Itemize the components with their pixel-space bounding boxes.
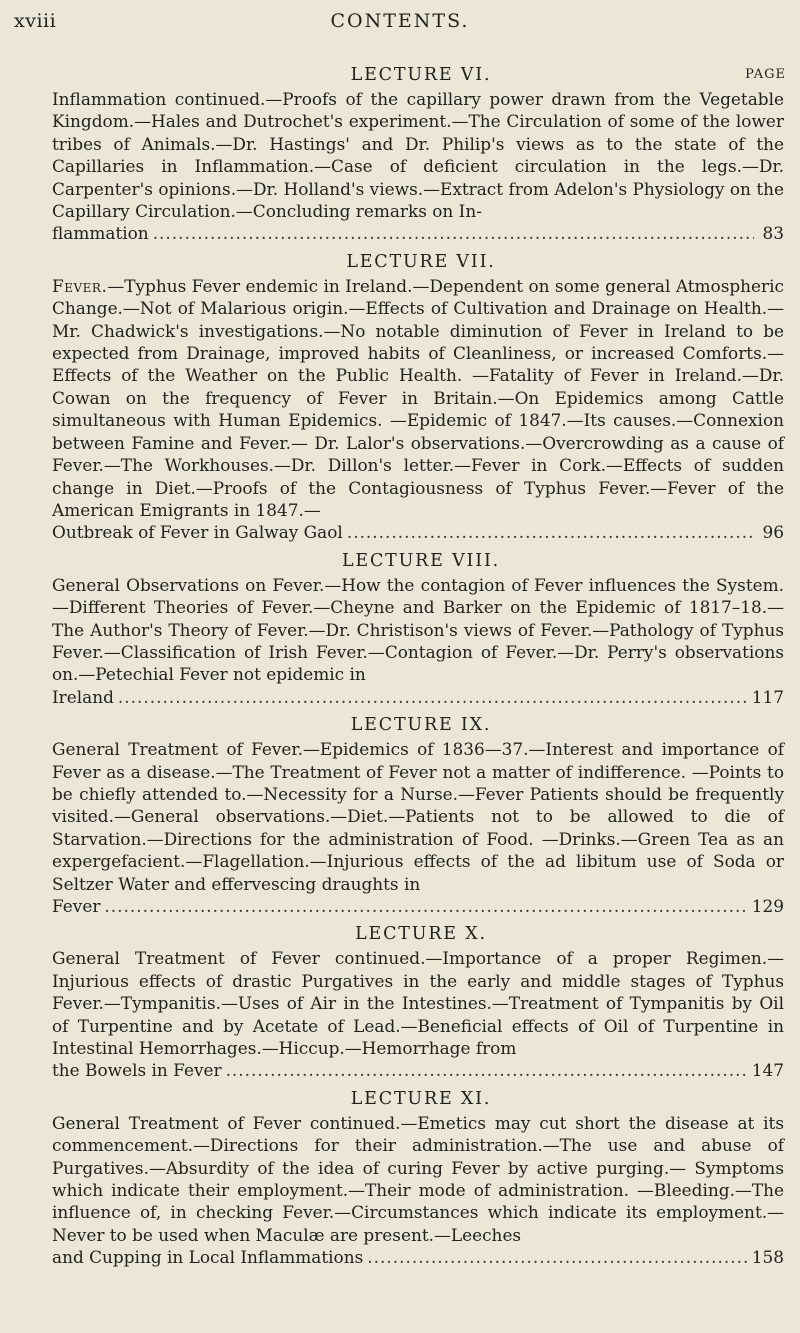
lecture-heading <box>52 712 790 738</box>
dot-leader <box>367 1246 748 1268</box>
summary-last-line <box>52 686 784 708</box>
lecture-heading <box>52 548 790 574</box>
page-number: xviii <box>14 10 57 32</box>
summary-text: General Observations on Fever.—How the contagion of Fever influences the System.—Different Theories of Fever.—Cheyne and Barker on the Epidemic of 1817–18.—The Author's Theory of Fever.—Dr. Christison's views of Fever.—Pathology of Typhus Fever.—Classification of Irish Fever.—Contagion of Fever.—Dr. Perry's observations on.—Petechial Fever not epidemic in <box>52 574 784 685</box>
running-header <box>0 6 800 34</box>
lecture-title: LECTURE VI. <box>350 65 492 85</box>
lecture-heading <box>52 249 790 275</box>
page-reference: 83 <box>762 223 784 244</box>
dot-leader <box>118 686 748 708</box>
lecture-section <box>52 548 790 708</box>
table-of-contents <box>52 62 790 1269</box>
page-reference: 117 <box>751 686 784 707</box>
lecture-summary <box>52 1112 790 1269</box>
lecture-section <box>52 921 790 1081</box>
summary-last-line <box>52 1246 784 1268</box>
lecture-title: LECTURE IX. <box>350 715 492 736</box>
lecture-summary <box>52 947 790 1081</box>
summary-last-text: and Cupping in Local Inflammations <box>52 1247 364 1268</box>
lecture-title: LECTURE X. <box>355 924 487 945</box>
lecture-summary <box>52 88 790 245</box>
page-title: CONTENTS. <box>330 10 470 32</box>
lecture-section <box>52 1086 790 1269</box>
summary-last-text: Fever <box>52 896 101 916</box>
summary-last-text: the Bowels in Fever <box>52 1060 222 1081</box>
summary-text: Inflammation continued.—Proofs of the capillary power drawn from the Vegetable Kingdom.—Hales and Dutrochet's experiment.—The Circulation of some of the lower tribes of Animals.—Dr. Hastings' and Dr. Philip's views as to the state of the Capillaries in Inflammation.—Case of deficient circulation in the legs.—Dr. Carpenter's opinions.—Dr. Holland's views.—Extract from Adelon's Physiology on the Capillary Circulation.—Concluding remarks on In- <box>52 89 784 222</box>
lecture-summary <box>52 574 790 708</box>
dot-leader <box>226 1059 748 1081</box>
summary-last-text: Outbreak of Fever in Galway Gaol <box>52 522 343 543</box>
summary-text: —Typhus Fever endemic in Ireland.—Dependent on some general Atmospheric Change.—Not of Malarious origin.—Effects of Cultivation and Drainage on Health.—Mr. Chadwick's investigations.—No notable diminution of Fever in Ireland to be expected from Drainage, improved habits of Cleanliness, or increased Comforts.—Effects of the Weather on the Public Health. —Fatality of Fever in Ireland.—Dr. Cowan on the frequency of Fever in Britain.—On Epidemics among Cattle simultaneous with Human Epidemics. —Epidemic of 1847.—Its causes.—Connexion between Famine and Fever.— Dr. Lalor's observations.—Overcrowding as a cause of Fever.—The Workhouses.—Dr. Dillon's letter.—Fever in Cork.—Effects of sudden change in Diet.—Proofs of the Contagiousness of Typhus Fever.—Fever of the American Emigrants in 1847.— <box>52 275 784 520</box>
page-reference: 158 <box>751 1247 784 1268</box>
page-reference: 96 <box>762 522 784 543</box>
summary-last-text: Ireland <box>52 686 114 707</box>
lecture-section <box>52 62 790 245</box>
dot-leader <box>104 895 747 917</box>
page-column-label: PAGE <box>745 67 786 82</box>
summary-text: General Treatment of Fever.—Epidemics of 1836—37.—Interest and importance of Fever as a disease.—The Treatment of Fever not a matter of indifference. —Points to be chiefly attended to.—Necessity for a Nurse.—Fever Patients should be frequently visited.—General observations.—Diet.—Patients not to be allowed to die of Starvation.—Directions for the administration of Food. —Drinks.—Green Tea as an expergefacient.—Flagellation.—Injurious effects of the ad libitum use of Soda or Seltzer Water and effervescing draughts in <box>52 739 784 894</box>
dot-leader <box>153 222 754 244</box>
summary-lead-word: Fever. <box>52 275 108 296</box>
lecture-title: LECTURE VII. <box>346 251 496 272</box>
lecture-section <box>52 712 790 917</box>
lecture-heading <box>52 921 790 947</box>
summary-last-line <box>52 222 784 244</box>
dot-leader <box>347 521 754 543</box>
summary-text: General Treatment of Fever continued.—Emetics may cut short the disease at its commencement.—Directions for their administration.—The use and abuse of Purgatives.—Absurdity of the idea of curing Fever by active purging.— Symptoms which indicate their employment.—Their mode of administration. —Bleeding.—The influence of, in checking Fever.—Circumstances which indicate its employment.—Never to be used when Maculæ are present.—Leeches <box>52 1112 784 1245</box>
lecture-summary <box>52 738 790 917</box>
lecture-heading <box>52 1086 790 1112</box>
summary-last-line <box>52 521 784 543</box>
summary-last-line <box>52 1059 784 1081</box>
lecture-title: LECTURE XI. <box>350 1088 492 1109</box>
summary-last-text: flammation <box>52 223 149 244</box>
lecture-heading <box>52 62 790 88</box>
lecture-summary <box>52 275 790 544</box>
summary-text: General Treatment of Fever continued.—Importance of a proper Regimen.— Injurious effects of drastic Purgatives in the early and middle stages of Typhus Fever.—Tympanitis.—Uses of Air in the Intestines.—Treatment of Tympanitis by Oil of Turpentine and by Acetate of Lead.—Beneficial effects of Oil of Turpentine in Intestinal Hemorrhages.—Hiccup.—Hemorrhage from <box>52 948 784 1059</box>
summary-last-line <box>52 895 784 917</box>
lecture-title: LECTURE VIII. <box>341 550 501 571</box>
page-reference: 129 <box>751 896 784 916</box>
page-reference: 147 <box>751 1060 784 1081</box>
lecture-section <box>52 249 790 544</box>
